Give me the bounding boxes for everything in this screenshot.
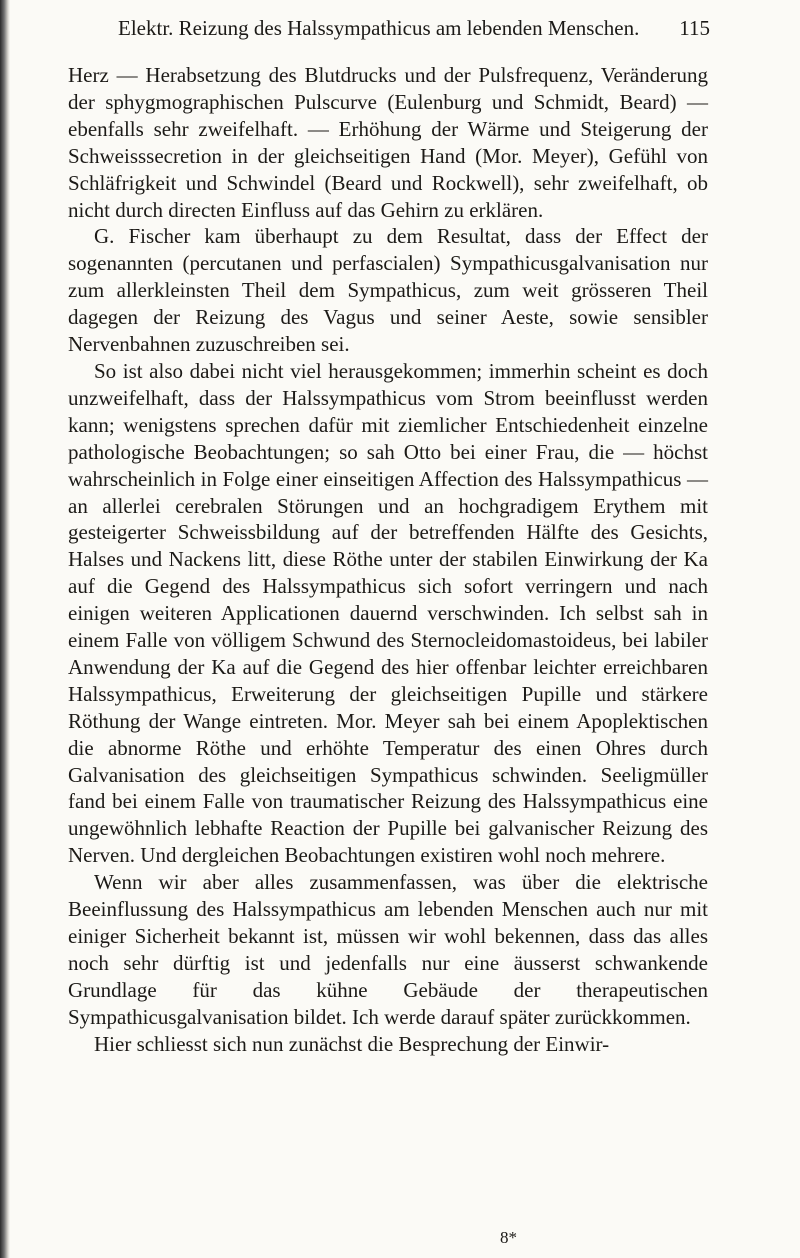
page-number: 115 [679, 16, 710, 40]
paragraph-2: G. Fischer kam überhaupt zu dem Resultat, dass der Effect der sogenannten (percutanen und perfascialen) Sympathicusgalvanisation nur zum allerkleinsten Theil dem Sympathicus, zum weit grösseren Theil dagegen der Reizung des Vagus und seiner Aeste, sowie sensibler Nervenbahnen zuzuschreiben sei. [68, 224, 708, 357]
signature-mark: 8* [500, 1228, 517, 1247]
body-text [68, 62, 708, 1058]
paragraph-3: So ist also dabei nicht viel herausgekommen; immerhin scheint es doch unzweifelhaft, dass der Halssympathicus vom Strom beeinflusst werden kann; wenigstens sprechen dafür mit ziemlicher Entschiedenheit einzelne pathologische Beobachtungen; so sah Otto bei einer Frau, die — höchst wahrscheinlich in Folge einer einseitigen Affection des Halssympathicus — an allerlei cerebralen Störungen und an hochgradigem Erythem mit gesteigerter Schweissbildung auf der betreffenden Hälfte des Gesichts, Halses und Nackens litt, diese Röthe unter der stabilen Einwirkung der Ka auf die Gegend des Halssympathicus sich sofort verringern und nach einigen weiteren Applicationen dauernd verschwinden. Ich selbst sah in einem Falle von völligem Schwund des Sternocleidomastoideus, bei labiler Anwendung der Ka auf die Gegend des hier offenbar leichter erreichbaren Halssympathicus, Erweiterung der gleichseitigen Pupille und stärkere Röthung der Wange eintreten. Mor. Meyer sah bei einem Apoplektischen die abnorme Röthe und erhöhte Temperatur des einen Ohres durch Galvanisation des gleichseitigen Sympathicus schwinden. Seeligmüller fand bei einem Falle von traumatischer Reizung des Halssympathicus eine ungewöhnlich lebhafte Reaction der Pupille bei galvanischer Reizung des Nerven. Und dergleichen Beobachtungen existiren wohl noch mehrere. [68, 358, 708, 868]
page-header [118, 16, 710, 46]
paragraph-5: Hier schliesst sich nun zunächst die Besprechung der Einwir- [94, 1031, 610, 1056]
paragraph-4: Wenn wir aber alles zusammenfassen, was über die elektrische Beeinflussung des Halssympathicus am lebenden Menschen auch nur mit einiger Sicherheit bekannt ist, müssen wir wohl bekennen, dass das alles noch sehr dürftig ist und jedenfalls nur eine äusserst schwankende Grundlage für das kühne Gebäude der therapeutischen Sympathicusgalvanisation bildet. Ich werde darauf später zurückkommen. [68, 870, 708, 1029]
page-binding-edge [0, 0, 10, 1258]
paragraph-1: Herz — Herabsetzung des Blutdrucks und der Pulsfrequenz, Veränderung der sphygmographischen Pulscurve (Eulenburg und Schmidt, Beard) — ebenfalls sehr zweifelhaft. — Erhöhung der Wärme und Steigerung der Schweisssecretion in der gleichseitigen Hand (Mor. Meyer), Gefühl von Schläfrigkeit und Schwindel (Beard und Rockwell), sehr zweifelhaft, ob nicht durch directen Einfluss auf das Gehirn zu erklären. [68, 63, 708, 222]
running-head: Elektr. Reizung des Halssympathicus am lebenden Menschen. [118, 16, 640, 40]
